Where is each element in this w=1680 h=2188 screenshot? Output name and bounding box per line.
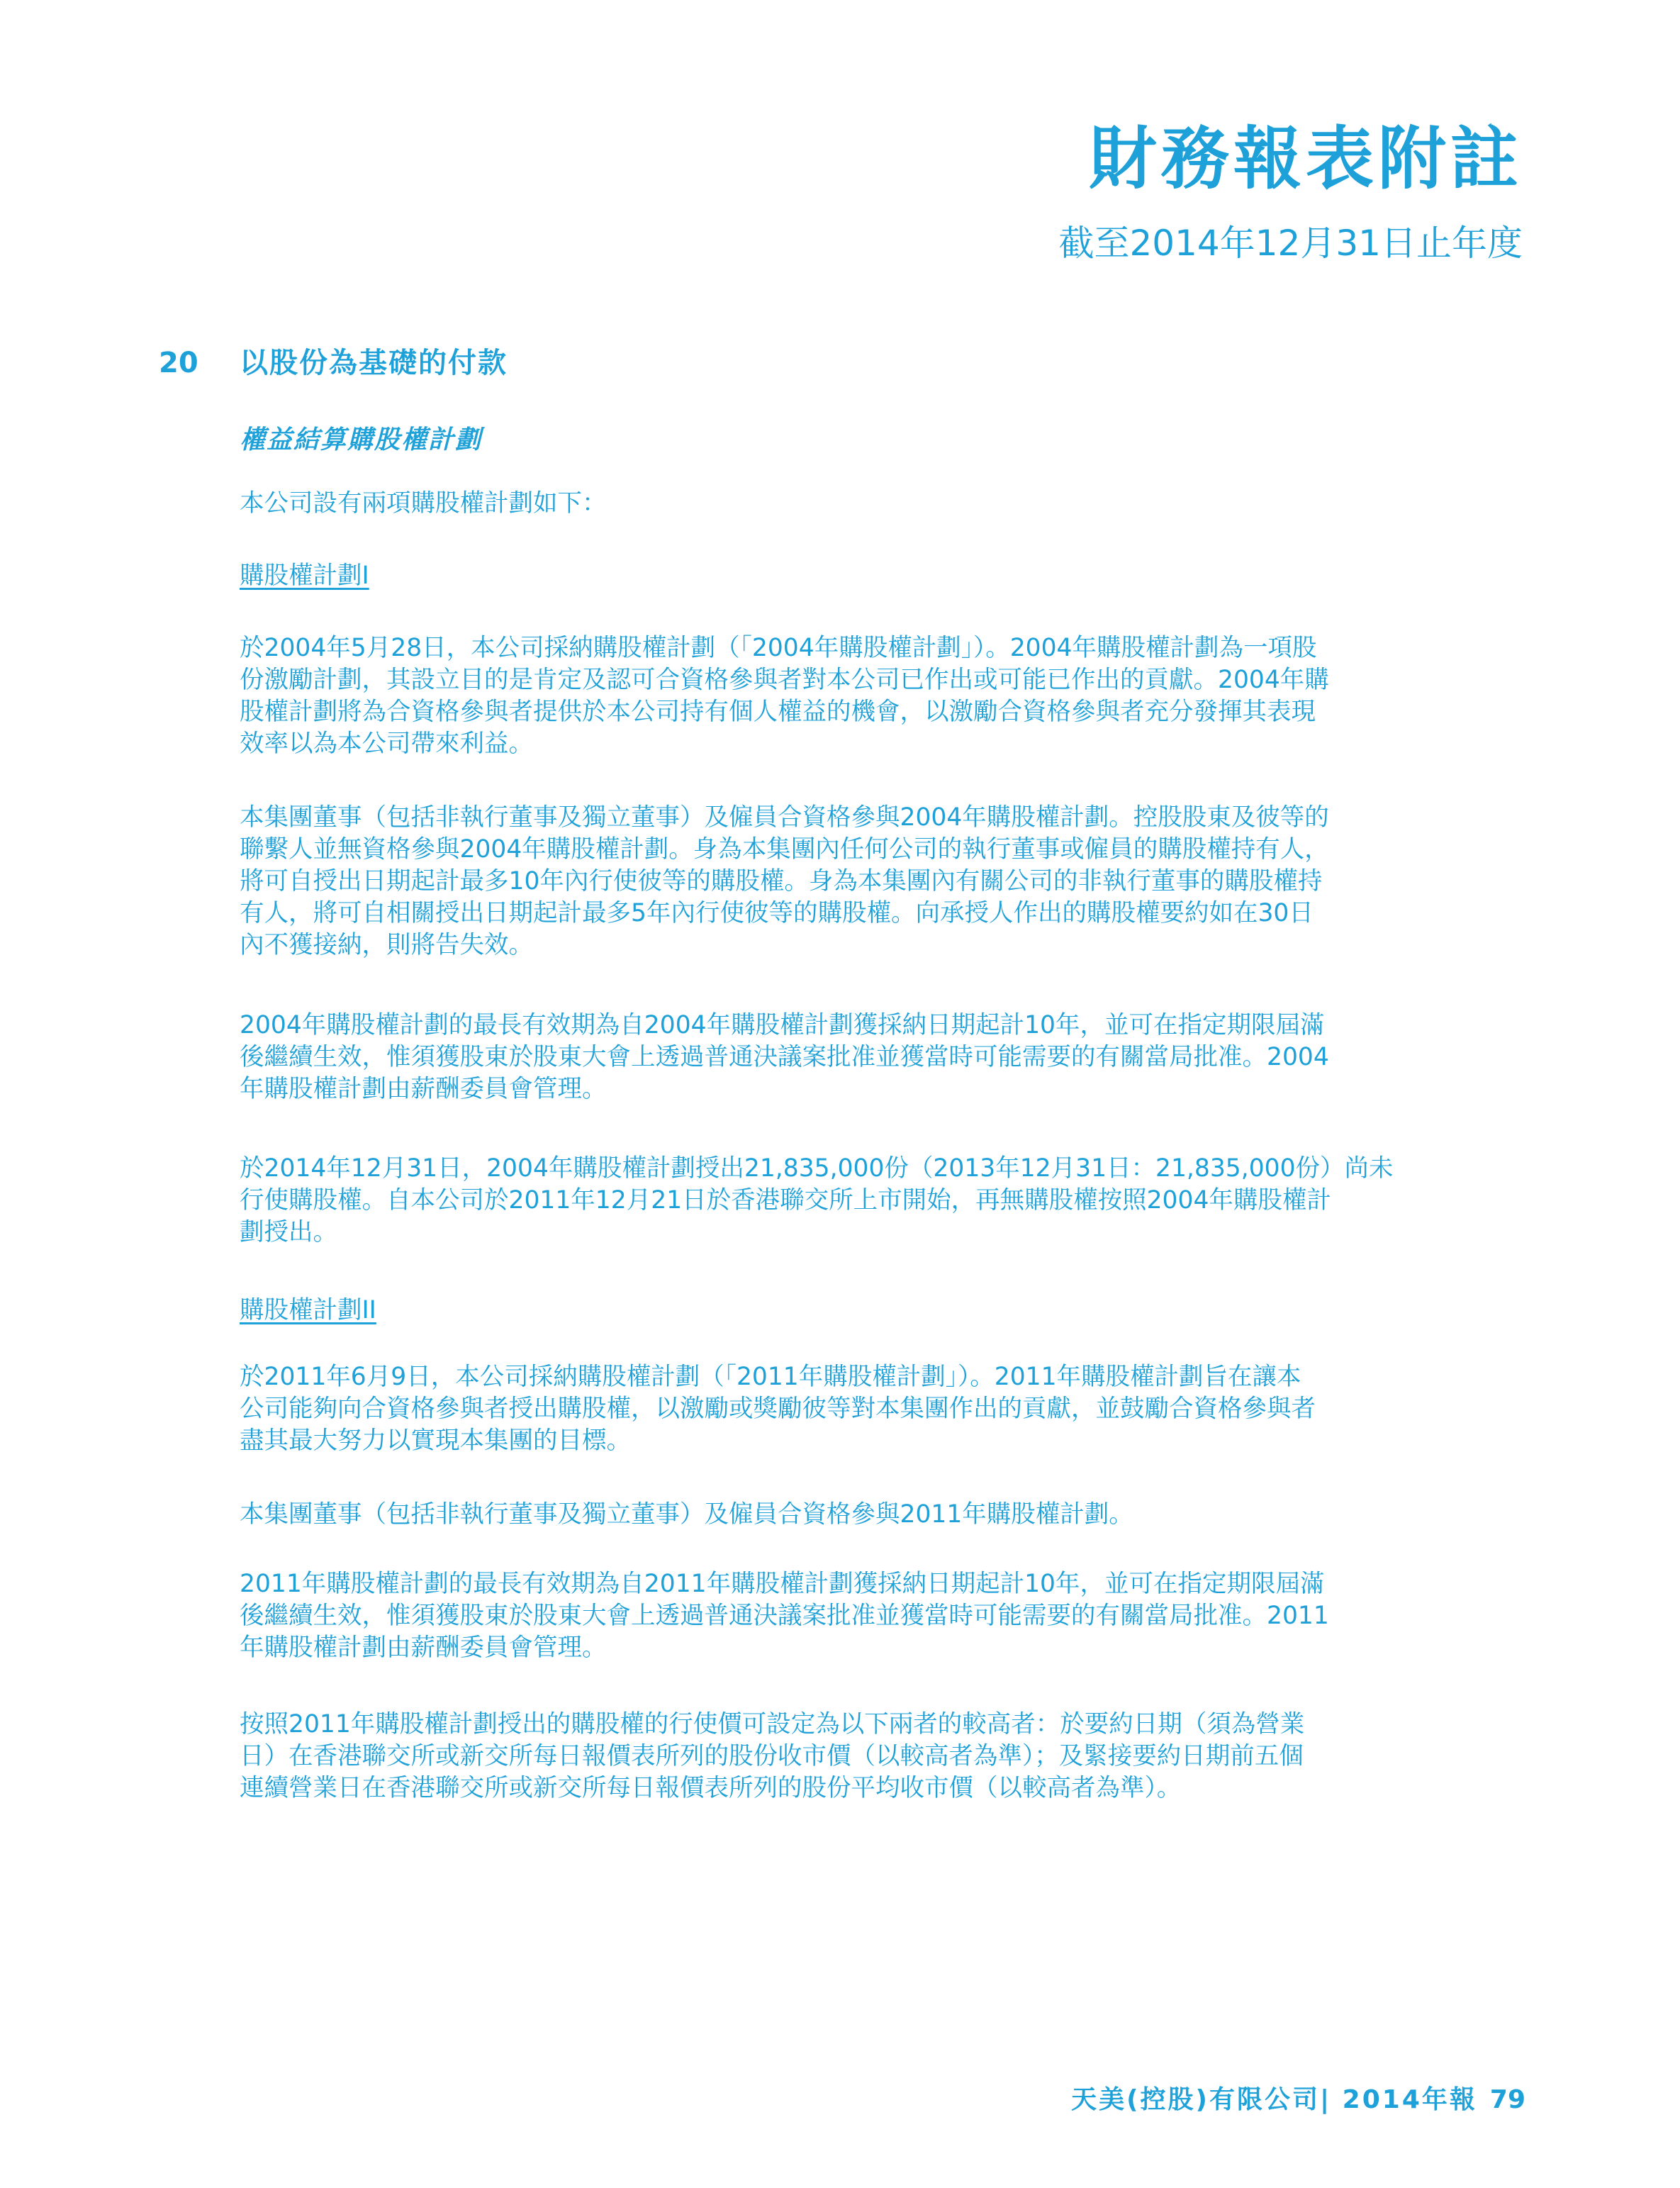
section-title: 以股份為基礎的付款 — [240, 347, 508, 379]
text-line: 於2004年5月28日，本公司採納購股權計劃（「2004年購股權計劃」）。2004年購股權計劃為一項股 — [240, 634, 1317, 662]
text-line: 年購股權計劃由薪酬委員會管理。 — [240, 1634, 607, 1662]
text-line: 公司能夠向合資格參與者授出購股權，以激勵或獎勵彼等對本集團作出的貢獻，並鼓勵合資格參與者 — [240, 1395, 1316, 1423]
page-number: 79 — [1489, 2085, 1525, 2114]
text-line: 日）在香港聯交所或新交所每日報價表所列的股份收市價（以較高者為準）；及緊接要約日期前五個 — [240, 1742, 1304, 1770]
footer-company: 天美(控股)有限公司| 2014年報 — [1071, 2085, 1477, 2114]
scheme-1-paragraph-4 — [240, 1153, 1524, 1249]
page-subtitle: 截至2014年12月31日止年度 — [1058, 223, 1523, 264]
text-line: 本集團董事（包括非執行董事及獨立董事）及僱員合資格參與2004年購股權計劃。控股股東及彼等的 — [240, 803, 1329, 832]
text-line: 行使購股權。自本公司於2011年12月21日於香港聯交所上市開始，再無購股權按照2004年購股權計 — [240, 1186, 1331, 1215]
text-line: 將可自授出日期起計最多10年內行使彼等的購股權。身為本集團內有關公司的非執行董事的購股權持 — [240, 867, 1323, 895]
scheme-2-paragraph-1 — [240, 1361, 1524, 1457]
subheading: 權益結算購股權計劃 — [240, 425, 483, 454]
text-line: 有人，將可自相關授出日期起計最多5年內行使彼等的購股權。向承授人作出的購股權要約如在30日 — [240, 899, 1314, 927]
text-line: 份激勵計劃，其設立目的是肯定及認可合資格參與者對本公司已作出或可能已作出的貢獻。2004年購 — [240, 666, 1329, 694]
text-line: 2004年購股權計劃的最長有效期為自2004年購股權計劃獲採納日期起計10年，並可在指定期限屆滿 — [240, 1011, 1325, 1039]
text-line: 聯繫人並無資格參與2004年購股權計劃。身為本集團內任何公司的執行董事或僱員的購股權持有人， — [240, 835, 1329, 864]
page-footer — [1071, 2087, 1525, 2113]
text-line: 盡其最大努力以實現本集團的目標。 — [240, 1427, 631, 1455]
scheme-1-paragraph-3 — [240, 1010, 1524, 1105]
text-line: 連續營業日在香港聯交所或新交所每日報價表所列的股份平均收市價（以較高者為準）。 — [240, 1774, 1182, 1802]
intro-paragraph: 本公司設有兩項購股權計劃如下： — [240, 489, 607, 518]
text-line: 於2011年6月9日，本公司採納購股權計劃（「2011年購股權計劃」）。2011年購股權計劃旨在讓本 — [240, 1363, 1301, 1391]
scheme-1-paragraph-1 — [240, 632, 1524, 760]
scheme-1-heading: 購股權計劃I — [240, 562, 369, 590]
text-line: 後繼續生效，惟須獲股東於股東大會上透過普通決議案批准並獲當時可能需要的有關當局批准。2011 — [240, 1602, 1329, 1630]
scheme-2-paragraph-2 — [240, 1499, 1524, 1531]
section-number: 20 — [159, 347, 198, 379]
text-line: 股權計劃將為合資格參與者提供於本公司持有個人權益的機會，以激勵合資格參與者充分發揮其表現 — [240, 698, 1316, 726]
text-line: 效率以為本公司帶來利益。 — [240, 730, 533, 758]
text-line: 後繼續生效，惟須獲股東於股東大會上透過普通決議案批准並獲當時可能需要的有關當局批准。2004 — [240, 1043, 1329, 1071]
text-line: 於2014年12月31日，2004年購股權計劃授出21,835,000份（2013年12月31日：21,835,000份）尚未 — [240, 1154, 1394, 1183]
text-line: 年購股權計劃由薪酬委員會管理。 — [240, 1075, 607, 1103]
scheme-2-paragraph-4 — [240, 1709, 1524, 1804]
text-line: 內不獲接納，則將告失效。 — [240, 931, 533, 959]
scheme-2-paragraph-3 — [240, 1568, 1524, 1664]
text-line: 本集團董事（包括非執行董事及獨立董事）及僱員合資格參與2011年購股權計劃。 — [240, 1500, 1133, 1529]
text-line: 劃授出。 — [240, 1218, 337, 1246]
text-line: 2011年購股權計劃的最長有效期為自2011年購股權計劃獲採納日期起計10年，並可在指定期限屆滿 — [240, 1570, 1325, 1598]
page-title: 財務報表附註 — [1089, 119, 1523, 199]
scheme-2-heading: 購股權計劃II — [240, 1296, 376, 1324]
text-line: 按照2011年購股權計劃授出的購股權的行使價可設定為以下兩者的較高者：於要約日期（須為營業 — [240, 1710, 1305, 1738]
scheme-1-paragraph-2 — [240, 802, 1524, 961]
